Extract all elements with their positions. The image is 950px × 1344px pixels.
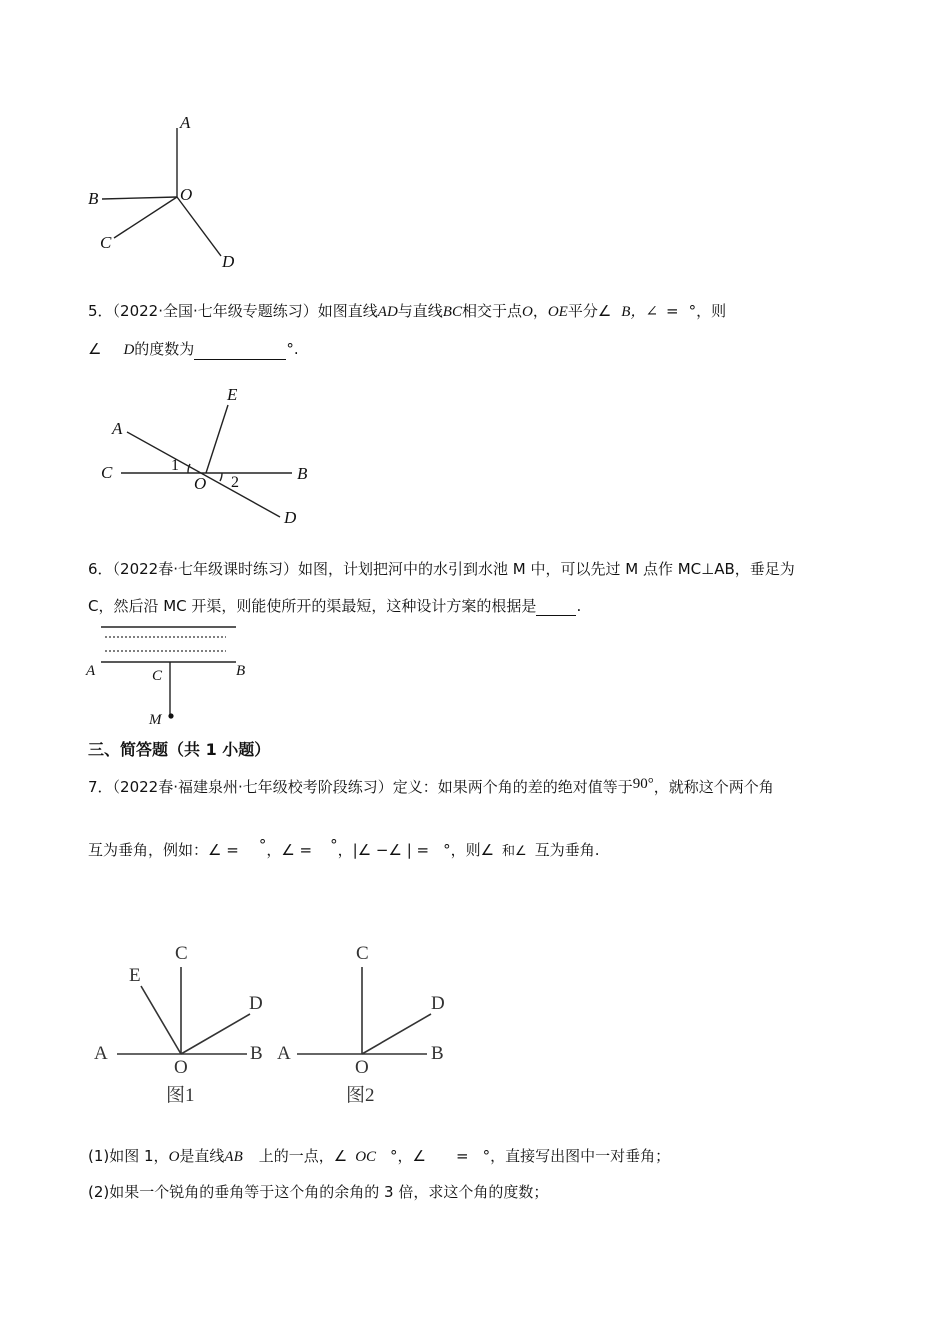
- sub1-frag4: °，直接写出图中一对垂角；: [482, 1147, 671, 1165]
- fig4-label-A: A: [180, 113, 191, 132]
- q7-text2: 互为垂角，例如：: [88, 841, 209, 859]
- fig2-ray-OD: [362, 1014, 431, 1054]
- q5-text3: 相交于点: [461, 302, 522, 320]
- fig4-label-D: D: [222, 252, 235, 271]
- q5-text5: 的度数为: [134, 340, 195, 358]
- fig5-label-E: E: [227, 385, 238, 404]
- fig5-label-1: 1: [171, 457, 179, 474]
- fig7b-label-C: C: [356, 943, 369, 964]
- fig5-label-C: C: [101, 463, 113, 482]
- fig6-label-C: C: [152, 668, 163, 684]
- q5-frag1: B，∠: [621, 304, 659, 320]
- fig7b-label-D: D: [431, 993, 445, 1014]
- sub1-text1: 是直线: [179, 1147, 225, 1165]
- sub1-O: O: [168, 1149, 180, 1165]
- fig4-label-O: O: [180, 185, 193, 204]
- q7-deg-a: °: [258, 836, 267, 854]
- q7-text1-end: ，就称这个两个角: [653, 778, 774, 796]
- q5-text4: 平分∠: [567, 302, 612, 320]
- q6-source: （2022春·七年级课时练习）: [112, 560, 298, 578]
- fig7b-label-A: A: [277, 1043, 291, 1064]
- fig4-label-B: B: [88, 189, 99, 208]
- q5-text1: 如图直线: [317, 302, 378, 320]
- fig5-label-D: D: [284, 508, 297, 527]
- fig7b-caption: 图2: [346, 1085, 375, 1106]
- q7-ex4: 和∠: [502, 844, 527, 859]
- fig7a-label-B: B: [250, 1043, 263, 1064]
- fig7a-label-A: A: [94, 1043, 108, 1064]
- q6-text1: 如图，计划把河中的水引到水池 M 中，可以先过 M 点作 MC⊥AB，垂足为: [298, 560, 795, 578]
- q5-angle: ∠: [88, 340, 102, 358]
- fig1-ray-OD: [181, 1014, 250, 1054]
- q5-D: D: [123, 342, 135, 358]
- fig1-ray-OE: [141, 986, 181, 1054]
- q5-O: O: [521, 304, 533, 320]
- q5-frag2: =: [666, 302, 679, 320]
- fig7a-label-E: E: [129, 965, 141, 986]
- q7-ex4-end: 互为垂角.: [534, 841, 600, 859]
- q7-ex1: ∠ =: [208, 841, 239, 859]
- q5-degree-end: °.: [286, 340, 299, 358]
- fig5-label-O: O: [194, 474, 207, 493]
- sub1-frag3: =: [456, 1147, 469, 1165]
- q7-sub1: [88, 1146, 670, 1167]
- fig5-label-2: 2: [231, 474, 239, 491]
- fig4-label-C: C: [100, 233, 112, 252]
- sub1-frag1: OC: [355, 1149, 377, 1165]
- q5-OE: OE: [547, 304, 568, 320]
- fig6-label-B: B: [236, 663, 246, 679]
- q5-frag3: °，则: [688, 302, 727, 320]
- q7-ex3-end: °，则∠: [443, 841, 495, 859]
- q7-deg90: 90°: [632, 776, 654, 792]
- q5-BC: BC: [442, 304, 462, 320]
- q7-number: 7．: [88, 778, 113, 796]
- section3-title: 三、简答题（共 1 小题）: [88, 740, 271, 759]
- q7-sep-a: ，: [266, 841, 282, 859]
- q5-number: 5．: [88, 302, 113, 320]
- sub1-prefix: (1)如图 1，: [88, 1147, 169, 1165]
- q7-ex3: |∠ −∠ | =: [352, 841, 430, 859]
- q5-comma: ，: [532, 302, 548, 320]
- fig7a-caption: 图1: [166, 1085, 195, 1106]
- q7-text1: 定义：如果两个角的差的绝对值等于: [392, 778, 633, 796]
- fig5-label-B: B: [297, 464, 308, 483]
- sub1-text2: 上的一点，∠: [258, 1147, 348, 1165]
- q7-ex2: ∠ =: [281, 841, 313, 859]
- fig6-label-M: M: [149, 712, 162, 728]
- fig6-label-A: A: [86, 663, 96, 679]
- q6-end: .: [576, 597, 582, 615]
- q7-source: （2022春·福建泉州·七年级校考阶段练习）: [112, 778, 393, 796]
- fig7a-label-C: C: [175, 943, 188, 964]
- q5-source: （2022·全国·七年级专题练习）: [112, 302, 318, 320]
- q5-text2: 与直线: [397, 302, 443, 320]
- q5-AD: AD: [377, 304, 398, 320]
- sub1-frag2: °，∠: [390, 1147, 426, 1165]
- q7-sub2: (2)如果一个锐角的垂角等于这个角的余角的 3 倍，求这个角的度数；: [88, 1183, 549, 1201]
- fig7a-label-O: O: [174, 1057, 188, 1078]
- q6-text2: C，然后沿 MC 开渠，则能使所开的渠最短，这种设计方案的根据是: [88, 597, 537, 615]
- fig5-label-A: A: [112, 419, 123, 438]
- q7-sep-b: ，: [337, 841, 353, 859]
- fig7a-label-D: D: [249, 993, 263, 1014]
- q7-deg-b: °: [330, 836, 338, 854]
- sub1-AB: AB: [224, 1149, 243, 1165]
- q6-number: 6．: [88, 560, 113, 578]
- fig7b-label-O: O: [355, 1057, 369, 1078]
- fig7b-label-B: B: [431, 1043, 444, 1064]
